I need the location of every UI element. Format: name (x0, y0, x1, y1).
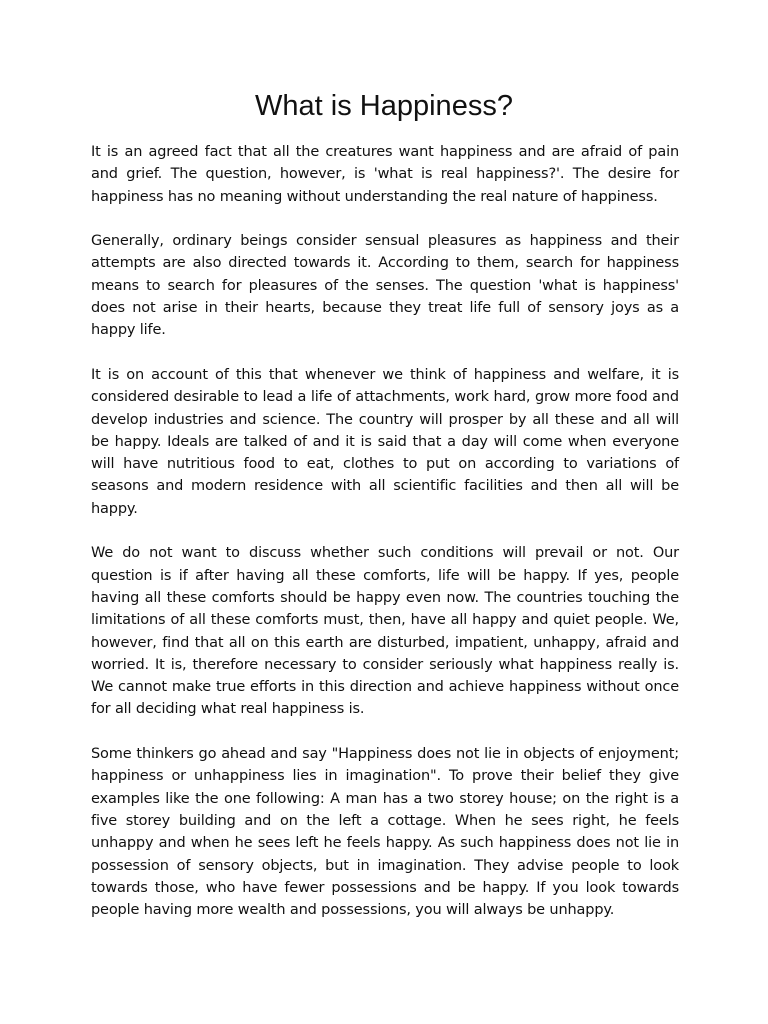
paragraph-1: It is an agreed fact that all the creatures want happiness and are afraid of pain and grief. The question, however, is 'what is real happiness?'. The desire for happiness has no meaning without understanding the real nature of happiness. (91, 144, 679, 205)
document-body (91, 141, 679, 944)
paragraph-3: It is on account of this that whenever we think of happiness and welfare, it is considered desirable to lead a life of attachments, work hard, grow more food and develop industries and science. The country will prosper by all these and all will be happy. Ideals are talked of and it is said that a day will come when everyone will have nutritious food to eat, clothes to put on according to variations of seasons and modern residence with all scientific facilities and then all will be happy. (91, 366, 679, 517)
paragraph-4: We do not want to discuss whether such conditions will prevail or not. Our question is if after having all these comforts, life will be happy. If yes, people having all these comforts should be happy even now. The countries touching the limitations of all these comforts must, then, have all happy and quiet people. We, however, find that all on this earth are disturbed, impatient, unhappy, afraid and worried. It is, therefore necessary to consider seriously what happiness really is. We cannot make true efforts in this direction and achieve happiness without once for all deciding what real happiness is. (91, 545, 679, 718)
page-title: What is Happiness? (255, 90, 513, 122)
paragraph-5: Some thinkers go ahead and say "Happiness does not lie in objects of enjoyment; happiness or unhappiness lies in imagination". To prove their belief they give examples like the one following: A man has a two storey house; on the right is a five storey building and on the left a cottage. When he sees right, he feels unhappy and when he sees left he feels happy. As such happiness does not lie in possession of sensory objects, but in imagination. They advise people to look towards those, who have fewer possessions and be happy. If you look towards people having more wealth and possessions, you will always be unhappy. (91, 746, 679, 919)
paragraph-2: Generally, ordinary beings consider sensual pleasures as happiness and their attempts are also directed towards it. According to them, search for happiness means to search for pleasures of the senses. The question 'what is happiness' does not arise in their hearts, because they treat life full of sensory joys as a happy life. (91, 233, 679, 339)
